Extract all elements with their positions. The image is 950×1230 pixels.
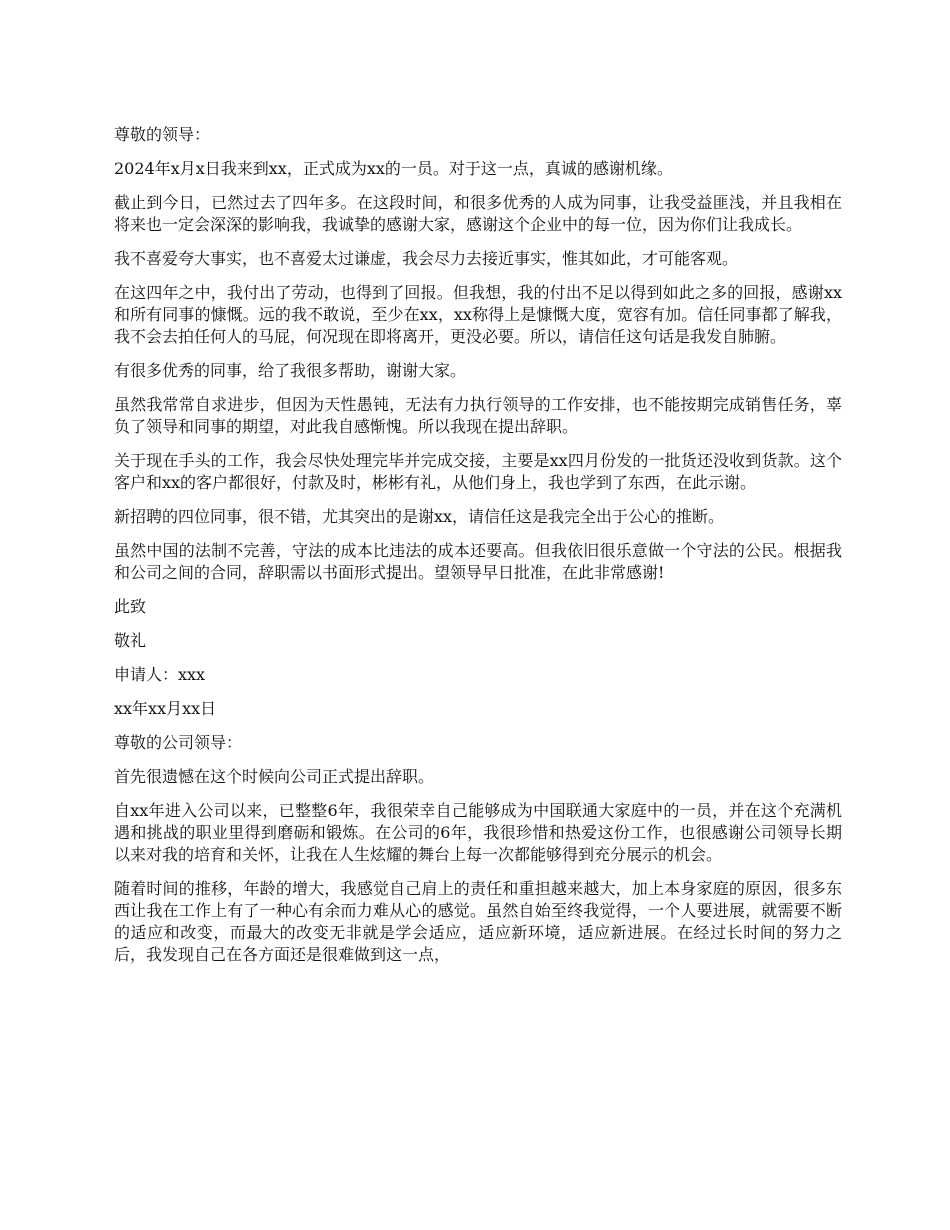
- closing-line: 敬礼: [114, 631, 147, 650]
- date-line: xx年xx月xx日: [114, 699, 217, 718]
- paragraph: 有很多优秀的同事，给了我很多帮助，谢谢大家。: [114, 361, 467, 380]
- salutation: 尊敬的领导：: [114, 125, 211, 144]
- paragraph: 新招聘的四位同事，很不错，尤其突出的是谢xx，请信任这是我完全出于公心的推断。: [114, 507, 725, 526]
- closing-line: 此致: [114, 597, 147, 616]
- paragraph: 自xx年进入公司以来，已整整6年，我很荣幸自己能够成为中国联通大家庭中的一员，并在这个充满机遇和挑战的职业里得到磨砺和锻炼。在公司的6年，我很珍惜和热爱这份工作，也很感谢公司领导长期以来对我的培育和关怀，让我在人生炫耀的舞台上每一次都能够得到充分展示的机会。: [114, 801, 842, 864]
- paragraph: 截止到今日，已然过去了四年多。在这段时间，和很多优秀的人成为同事，让我受益匪浅，并且我相在将来也一定会深深的影响我，我诚挚的感谢大家，感谢这个企业中的每一位，因为你们让我成长。: [114, 193, 842, 234]
- applicant-line: 申请人：xxx: [114, 665, 206, 684]
- paragraph: 虽然中国的法制不完善，守法的成本比违法的成本还要高。但我依旧很乐意做一个守法的公民。根据我和公司之间的合同，辞职需以书面形式提出。望领导早日批准，在此非常感谢!: [114, 541, 842, 582]
- paragraph: 随着时间的推移，年龄的增大，我感觉自己肩上的责任和重担越来越大，加上本身家庭的原因，很多东西让我在工作上有了一种心有余而力难从心的感觉。虽然自始至终我觉得，一个人要进展，就需要不断的适应和改变，而最大的改变无非就是学会适应，适应新环境，适应新进展。在经过长时间的努力之后，我发现自己在各方面还是很难做到这一点，: [114, 879, 842, 964]
- paragraph: 虽然我常常自求进步，但因为天性愚钝，无法有力执行领导的工作安排，也不能按期完成销售任务，辜负了领导和同事的期望，对此我自感惭愧。所以我现在提出辞职。: [114, 395, 842, 436]
- paragraph: 2024年x月x日我来到xx，正式成为xx的一员。对于这一点，真诚的感谢机缘。: [114, 159, 673, 178]
- paragraph: 在这四年之中，我付出了劳动，也得到了回报。但我想，我的付出不足以得到如此之多的回报，感谢xx和所有同事的慷慨。远的我不敢说，至少在xx，xx称得上是慷慨大度，宽容有加。信任同事都了解我，我不会去拍任何人的马屁，何况现在即将离开，更没必要。所以，请信任这句话是我发自肺腑。: [114, 283, 842, 346]
- paragraph: 我不喜爱夸大事实，也不喜爱太过谦虚，我会尽力去接近事实，惟其如此，才可能客观。: [114, 249, 739, 268]
- paragraph: 关于现在手头的工作，我会尽快处理完毕并完成交接，主要是xx四月份发的一批货还没收到货款。这个客户和xx的客户都很好，付款及时，彬彬有礼，从他们身上，我也学到了东西，在此示谢。: [114, 451, 842, 492]
- document-page: [114, 124, 842, 978]
- paragraph: 首先很遗憾在这个时候向公司正式提出辞职。: [114, 767, 435, 786]
- salutation: 尊敬的公司领导：: [114, 733, 243, 752]
